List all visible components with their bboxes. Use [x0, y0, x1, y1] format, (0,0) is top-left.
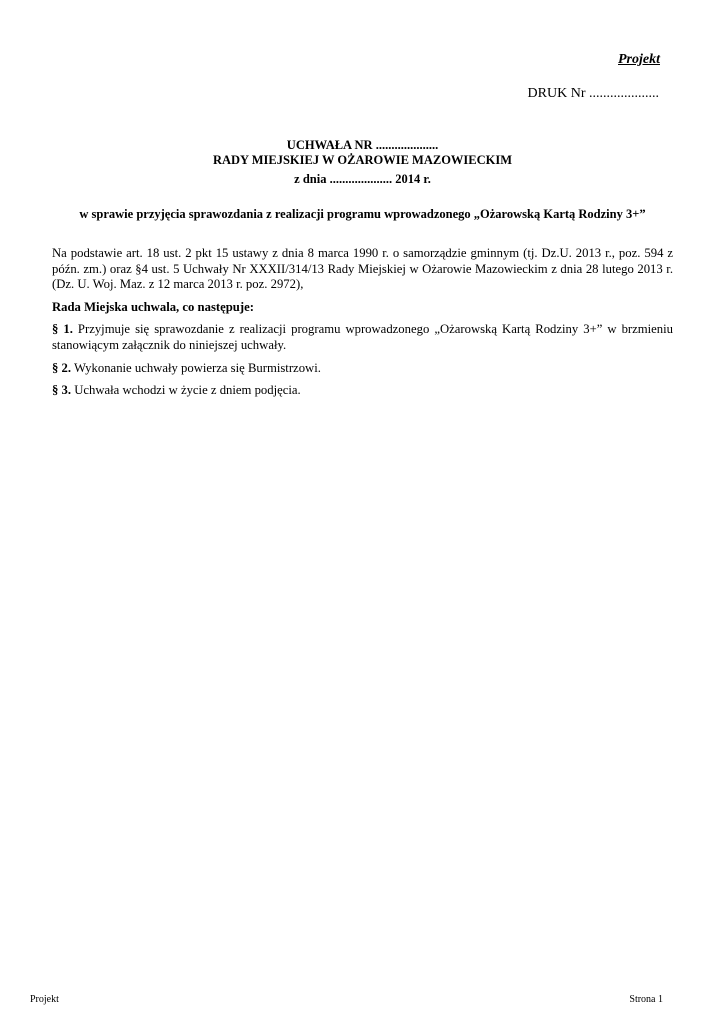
paragraph-2 — [52, 361, 673, 377]
council-name: RADY MIEJSKIEJ W OŻAROWIE MAZOWIECKIM — [212, 153, 513, 167]
footer-page-number: Strona 1 — [629, 994, 663, 1005]
resolution-date: z dnia .................... 2014 r. — [294, 172, 431, 186]
enacting-clause: Rada Miejska uchwala, co następuje: — [52, 299, 254, 314]
paragraph-3-number: § 3. — [52, 383, 72, 398]
resolution-body — [52, 246, 673, 399]
paragraph-3 — [52, 383, 673, 399]
paragraph-2-text: Wykonanie uchwały powierza się Burmistrzowi. — [71, 360, 321, 375]
footer-projekt: Projekt — [30, 994, 59, 1005]
resolution-title — [52, 138, 673, 187]
paragraph-1-number: § 1. — [52, 322, 73, 337]
projekt-label: Projekt — [618, 52, 660, 67]
druk-number: DRUK Nr .................... — [527, 86, 659, 101]
resolution-subject: w sprawie przyjęcia sprawozdania z realizacji programu wprowadzonego „Ożarowską Kartą Rodziny 3+” — [79, 207, 646, 221]
paragraph-1 — [52, 322, 673, 353]
paragraph-2-number: § 2. — [52, 360, 72, 375]
paragraph-3-text: Uchwała wchodzi w życie z dniem podjęcia. — [71, 383, 301, 398]
paragraph-1-text: Przyjmuje się sprawozdanie z realizacji programu wprowadzonego „Ożarowską Kartą Rodziny 3+” w brzmieniu stanowiącym załącznik do niniejszej uchwały. — [52, 322, 674, 352]
legal-basis: Na podstawie art. 18 ust. 2 pkt 15 ustawy z dnia 8 marca 1990 r. o samorządzie gminnym (tj. Dz.U. 2013 r., poz. 594 z późn. zm.) oraz §4 ust. 5 Uchwały Nr XXXII/314/13 Rady Miejskiej w Ożarowie Mazowieckim z dnia 28 lutego 2013 r. (Dz. U. Woj. Maz. z 12 marca 2013 r. poz. 2972), — [52, 246, 673, 292]
resolution-number: UCHWAŁA NR .................... — [286, 138, 439, 152]
